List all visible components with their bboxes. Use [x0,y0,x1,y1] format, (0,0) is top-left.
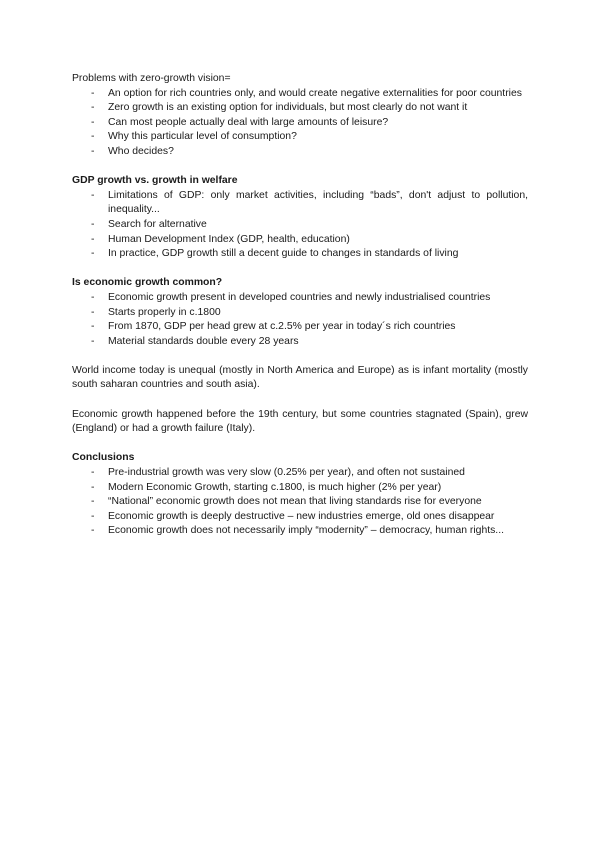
dash-bullet: - [91,335,95,347]
dash-bullet: - [91,291,95,303]
dash-bullet: - [91,481,95,493]
paragraph-world-income: World income today is unequal (mostly in North America and Europe) as is infant mortality (mostly south saharan countries and south asia). [72,364,528,391]
list-item: - Zero growth is an existing option for individuals, but most clearly do not want it [72,101,528,116]
dash-bullet: - [91,496,95,508]
list-item: - In practice, GDP growth still a decent guide to changes in standards of living [72,247,528,262]
bullet-list [72,291,528,349]
list-item: - Modern Economic Growth, starting c.1800, is much higher (2% per year) [72,481,528,496]
dash-bullet: - [91,467,95,479]
dash-bullet: - [91,102,95,114]
dash-bullet: - [91,189,95,201]
dash-bullet: - [91,87,95,99]
dash-bullet: - [91,131,95,143]
list-item: - Limitations of GDP: only market activities, including “bads”, don't adjust to pollution, inequality... [91,189,528,216]
section-heading: Problems with zero-growth vision= [72,73,231,84]
section-growth-common [72,276,528,349]
dash-bullet: - [91,525,95,537]
list-item: - Who decides? [72,145,528,160]
bullet-list [72,189,528,262]
list-item: - Pre-industrial growth was very slow (0.25% per year), and often not sustained [72,466,528,481]
list-item: - Human Development Index (GDP, health, education) [72,233,528,248]
section-heading: GDP growth vs. growth in welfare [72,175,238,187]
list-item: - Economic growth is deeply destructive – new industries emerge, old ones disappear [72,510,528,525]
list-item: - Material standards double every 28 years [72,335,528,350]
dash-bullet: - [91,145,95,157]
list-item: - Can most people actually deal with large amounts of leisure? [72,116,528,131]
dash-bullet: - [91,116,95,128]
dash-bullet: - [91,510,95,522]
bullet-list [72,87,528,160]
list-item: - From 1870, GDP per head grew at c.2.5% per year in today´s rich countries [72,320,528,335]
section-gdp-vs-welfare [72,174,528,262]
document-page [72,72,528,554]
list-item: - Search for alternative [72,218,528,233]
dash-bullet: - [91,321,95,333]
list-item: - Starts properly in c.1800 [72,306,528,321]
list-item: - Economic growth does not necessarily imply “modernity” – democracy, human rights... [72,524,528,539]
dash-bullet: - [91,248,95,260]
section-zero-growth [72,72,528,160]
section-heading: Conclusions [72,452,135,464]
dash-bullet: - [91,306,95,318]
list-item: - “National” economic growth does not mean that living standards rise for everyone [72,495,528,510]
dash-bullet: - [91,233,95,245]
section-heading: Is economic growth common? [72,277,223,289]
section-conclusions [72,451,528,539]
list-item: - Economic growth present in developed countries and newly industrialised countries [72,291,528,306]
list-item: - Why this particular level of consumption? [72,130,528,145]
bullet-list [72,466,528,539]
paragraph-growth-history: Economic growth happened before the 19th century, but some countries stagnated (Spain), grew (England) or had a growth failure (Italy). [72,408,528,435]
list-item: - An option for rich countries only, and would create negative externalities for poor countries [72,87,528,102]
dash-bullet: - [91,218,95,230]
